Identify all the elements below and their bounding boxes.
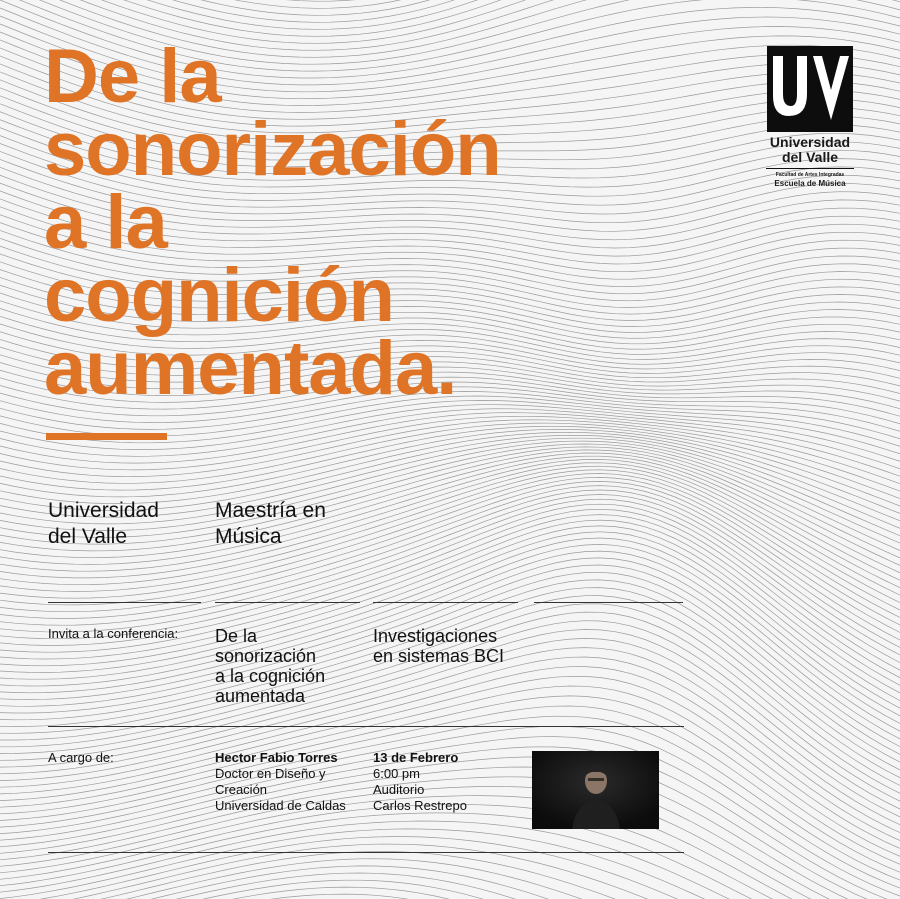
speaker-label: A cargo de: <box>48 750 114 765</box>
conference-topic <box>373 626 504 666</box>
speaker-photo <box>532 751 659 829</box>
event-place-line: Carlos Restrepo <box>373 798 467 813</box>
title-line: De la <box>44 34 221 119</box>
event-time: 6:00 pm <box>373 766 420 781</box>
logo-name-line2: del Valle <box>781 149 839 165</box>
conference-line: aumentada <box>215 686 306 706</box>
invite-label: Invita a la conferencia: <box>48 626 179 641</box>
title-line: a la <box>44 180 167 265</box>
divider-col3 <box>373 602 518 603</box>
logo-faculty: Facultad de Artes Integradas <box>775 172 845 178</box>
speaker-info <box>215 750 346 814</box>
university-line: del Valle <box>48 525 127 548</box>
conference-line: a la cognición <box>215 666 326 686</box>
program-line: Música <box>215 525 282 548</box>
divider-col2 <box>215 602 360 603</box>
section-divider <box>48 726 684 727</box>
program-name <box>215 498 326 550</box>
speaker-title-line: Creación <box>215 782 268 797</box>
logo-name-line1: Universidad <box>769 134 851 150</box>
logo-divider <box>766 168 854 169</box>
event-place-line: Auditorio <box>373 782 425 797</box>
divider-col1 <box>48 602 201 603</box>
title-line: aumentada. <box>44 326 457 411</box>
univalle-emblem-icon <box>767 46 853 132</box>
univalle-logo <box>766 46 854 188</box>
conference-title <box>215 626 325 706</box>
conference-line: De la <box>215 626 258 646</box>
title-line: sonorización <box>44 107 501 192</box>
title-line: cognición <box>44 253 394 338</box>
speaker-silhouette-icon <box>532 751 659 829</box>
title-underline <box>46 433 167 440</box>
event-details <box>373 750 467 814</box>
topic-line: Investigaciones <box>373 626 498 646</box>
bottom-divider <box>48 852 684 853</box>
speaker-title-line: Doctor en Diseño y <box>215 766 326 781</box>
event-date: 13 de Febrero <box>373 750 459 765</box>
university-line: Universidad <box>48 499 159 522</box>
logo-school: Escuela de Música <box>774 179 846 188</box>
program-line: Maestría en <box>215 499 326 522</box>
speaker-title-line: Universidad de Caldas <box>215 798 346 813</box>
topic-line: en sistemas BCI <box>373 646 505 666</box>
university-name <box>48 498 159 550</box>
speaker-name: Hector Fabio Torres <box>215 750 338 765</box>
conference-line: sonorización <box>215 646 317 666</box>
poster-title <box>44 34 501 411</box>
divider-col4 <box>534 602 683 603</box>
